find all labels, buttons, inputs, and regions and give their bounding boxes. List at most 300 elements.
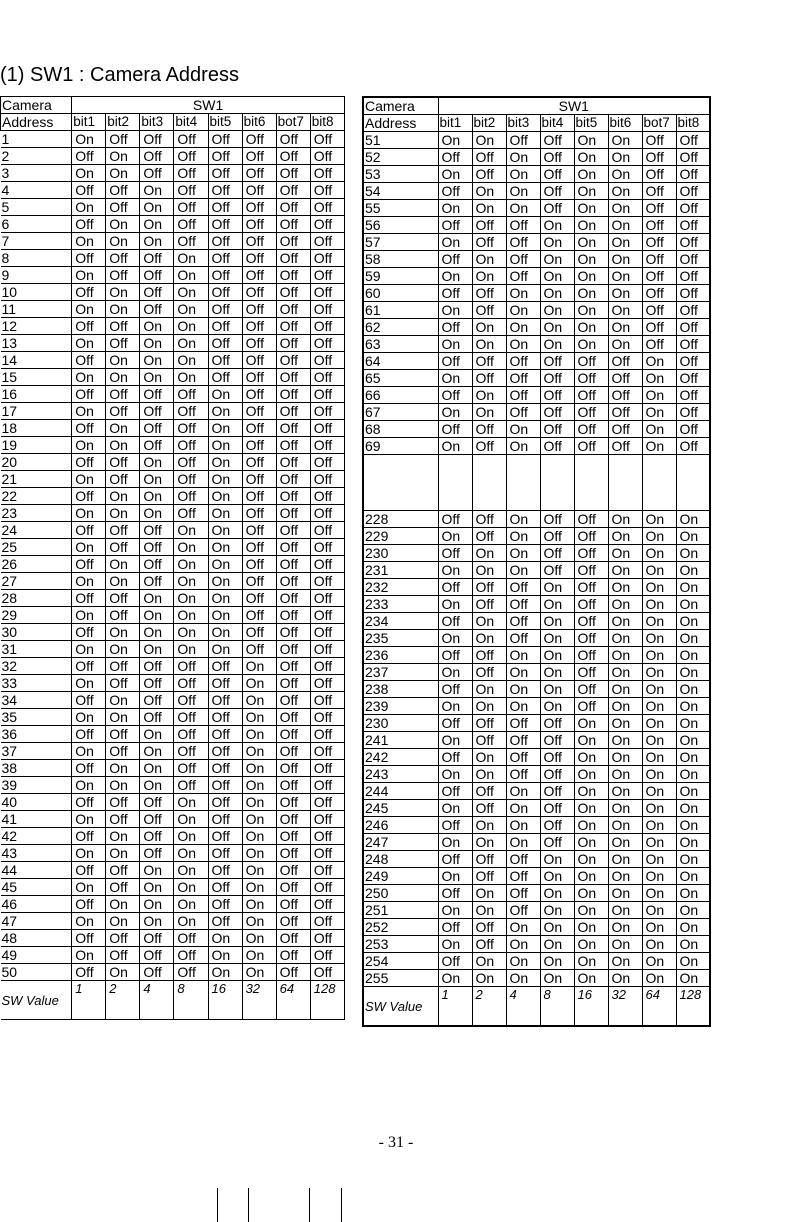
switch-state-cell: Off — [540, 749, 574, 766]
switch-state-cell: Off — [242, 199, 276, 216]
switch-state-cell: Off — [608, 387, 642, 404]
switch-state-cell: Off — [276, 420, 310, 437]
switch-state-cell: On — [472, 387, 506, 404]
switch-state-cell: Off — [242, 369, 276, 386]
switch-state-cell: On — [242, 879, 276, 896]
switch-state-cell: Off — [72, 624, 106, 641]
table-row — [1, 369, 345, 386]
table-row — [1, 964, 345, 981]
switch-state-cell: On — [608, 749, 642, 766]
switch-state-cell: On — [642, 834, 676, 851]
switch-state-cell: Off — [676, 149, 710, 166]
switch-state-cell: On — [608, 285, 642, 302]
switch-state-cell: Off — [540, 370, 574, 387]
switch-state-cell: Off — [310, 930, 344, 947]
switch-state-cell: Off — [140, 709, 174, 726]
switch-state-cell: On — [608, 885, 642, 902]
right-address-table — [362, 96, 711, 1027]
switch-state-cell: On — [72, 743, 106, 760]
switch-state-cell: Off — [642, 234, 676, 251]
switch-state-cell: Off — [276, 692, 310, 709]
switch-state-cell: On — [174, 794, 208, 811]
switch-state-cell: On — [608, 183, 642, 200]
switch-state-cell: Off — [472, 732, 506, 749]
switch-state-cell: On — [642, 579, 676, 596]
table-row — [363, 200, 710, 217]
switch-state-cell: Off — [276, 590, 310, 607]
switch-state-cell: Off — [438, 885, 472, 902]
switch-state-cell: Off — [174, 658, 208, 675]
switch-state-cell: Off — [276, 539, 310, 556]
switch-state-cell: Off — [472, 353, 506, 370]
switch-state-cell: On — [140, 879, 174, 896]
sw-value-cell: 128 — [676, 987, 710, 1027]
switch-state-cell: Off — [242, 386, 276, 403]
switch-state-cell: On — [174, 352, 208, 369]
table-row — [1, 488, 345, 505]
switch-state-cell: Off — [472, 166, 506, 183]
table-row — [363, 234, 710, 251]
switch-state-cell: On — [676, 562, 710, 579]
switch-state-cell: On — [174, 573, 208, 590]
switch-state-cell: On — [174, 556, 208, 573]
switch-state-cell: Off — [140, 403, 174, 420]
switch-state-cell: Off — [174, 386, 208, 403]
switch-state-cell: On — [608, 851, 642, 868]
camera-address-cell: 38 — [1, 760, 72, 777]
camera-address-cell: 44 — [1, 862, 72, 879]
switch-state-cell: On — [506, 528, 540, 545]
switch-state-cell: On — [676, 647, 710, 664]
switch-state-cell: Off — [472, 647, 506, 664]
camera-address-cell: 30 — [1, 624, 72, 641]
switch-state-cell: Off — [140, 828, 174, 845]
switch-state-cell: On — [438, 200, 472, 217]
switch-state-cell: On — [438, 800, 472, 817]
switch-state-cell: Off — [472, 438, 506, 455]
switch-state-cell: Off — [642, 132, 676, 149]
switch-state-cell: On — [140, 862, 174, 879]
switch-state-cell: Off — [72, 420, 106, 437]
switch-state-cell: Off — [208, 658, 242, 675]
switch-state-cell: Off — [106, 794, 140, 811]
switch-state-cell: Off — [310, 369, 344, 386]
switch-state-cell: Off — [574, 562, 608, 579]
switch-state-cell: On — [574, 919, 608, 936]
switch-state-cell: On — [106, 777, 140, 794]
switch-state-cell: On — [676, 528, 710, 545]
switch-state-cell: Off — [438, 613, 472, 630]
switch-state-cell: On — [140, 454, 174, 471]
switch-state-cell: On — [540, 251, 574, 268]
switch-state-cell: Off — [574, 528, 608, 545]
switch-state-cell: On — [140, 726, 174, 743]
sw-value-cell: 8 — [540, 987, 574, 1027]
camera-address-cell: 11 — [1, 301, 72, 318]
switch-state-cell: Off — [276, 743, 310, 760]
switch-state-cell: On — [574, 834, 608, 851]
switch-state-cell: On — [676, 783, 710, 800]
switch-state-cell: Off — [438, 545, 472, 562]
sw-value-cell: 2 — [106, 981, 140, 1020]
switch-state-cell: On — [438, 166, 472, 183]
switch-state-cell: Off — [140, 539, 174, 556]
switch-state-cell: On — [140, 199, 174, 216]
switch-state-cell: Off — [276, 148, 310, 165]
switch-state-cell: On — [438, 234, 472, 251]
camera-address-cell: 49 — [1, 947, 72, 964]
sw-value-cell: 32 — [608, 987, 642, 1027]
switch-state-cell: Off — [310, 794, 344, 811]
switch-state-cell: On — [608, 783, 642, 800]
switch-state-cell: Off — [310, 216, 344, 233]
switch-state-cell: On — [608, 217, 642, 234]
switch-state-cell: Off — [438, 647, 472, 664]
switch-state-cell: Off — [276, 386, 310, 403]
table-row — [363, 336, 710, 353]
switch-state-cell: Off — [72, 522, 106, 539]
switch-state-cell: On — [72, 471, 106, 488]
switch-state-cell: Off — [174, 420, 208, 437]
switch-state-cell: Off — [676, 183, 710, 200]
switch-state-cell: Off — [276, 199, 310, 216]
camera-header: Camera — [1, 97, 72, 114]
switch-state-cell: Off — [140, 522, 174, 539]
switch-state-cell: Off — [72, 964, 106, 981]
switch-state-cell: Off — [72, 760, 106, 777]
switch-state-cell: On — [106, 148, 140, 165]
switch-state-cell: On — [140, 913, 174, 930]
switch-state-cell: On — [242, 709, 276, 726]
switch-state-cell: Off — [276, 556, 310, 573]
switch-state-cell: Off — [242, 267, 276, 284]
switch-state-cell: On — [676, 834, 710, 851]
switch-state-cell: Off — [438, 183, 472, 200]
switch-state-cell: Off — [276, 862, 310, 879]
switch-state-cell: Off — [472, 851, 506, 868]
switch-state-cell: On — [506, 319, 540, 336]
switch-state-cell: Off — [676, 370, 710, 387]
switch-state-cell: On — [608, 149, 642, 166]
switch-state-cell: Off — [608, 438, 642, 455]
switch-state-cell: On — [608, 596, 642, 613]
camera-address-cell: 35 — [1, 709, 72, 726]
switch-state-cell: Off — [174, 199, 208, 216]
switch-state-cell: On — [676, 953, 710, 970]
switch-state-cell: On — [506, 302, 540, 319]
switch-state-cell: On — [676, 817, 710, 834]
switch-state-cell: Off — [574, 596, 608, 613]
switch-state-cell: On — [106, 505, 140, 522]
switch-state-cell: Off — [106, 539, 140, 556]
camera-address-cell: 47 — [1, 913, 72, 930]
switch-state-cell: On — [642, 438, 676, 455]
switch-state-cell: On — [208, 420, 242, 437]
switch-state-cell: Off — [242, 522, 276, 539]
switch-state-cell: On — [642, 421, 676, 438]
switch-state-cell: On — [72, 777, 106, 794]
switch-state-cell: Off — [276, 165, 310, 182]
switch-state-cell: On — [608, 319, 642, 336]
switch-state-cell: On — [106, 369, 140, 386]
switch-state-cell: On — [472, 698, 506, 715]
bit-header: bot7 — [276, 114, 310, 131]
switch-state-cell: Off — [72, 454, 106, 471]
switch-state-cell: Off — [608, 421, 642, 438]
switch-state-cell: On — [106, 301, 140, 318]
omitted-rows-gap — [363, 455, 710, 511]
switch-state-cell: On — [208, 590, 242, 607]
switch-state-cell: Off — [72, 828, 106, 845]
switch-state-cell: Off — [208, 913, 242, 930]
switch-state-cell: Off — [174, 165, 208, 182]
switch-state-cell: On — [174, 318, 208, 335]
table-row — [1, 301, 345, 318]
switch-state-cell: Off — [242, 573, 276, 590]
switch-state-cell: Off — [438, 511, 472, 528]
switch-state-cell: On — [242, 913, 276, 930]
switch-state-cell: On — [72, 335, 106, 352]
switch-state-cell: Off — [438, 285, 472, 302]
switch-state-cell: On — [506, 200, 540, 217]
switch-state-cell: Off — [438, 783, 472, 800]
camera-address-cell: 56 — [363, 217, 438, 234]
switch-state-cell: Off — [276, 369, 310, 386]
switch-state-cell: Off — [472, 149, 506, 166]
switch-state-cell: On — [106, 692, 140, 709]
switch-state-cell: Off — [106, 199, 140, 216]
switch-state-cell: On — [540, 885, 574, 902]
switch-state-cell: On — [608, 868, 642, 885]
switch-state-cell: On — [140, 369, 174, 386]
switch-state-cell: On — [242, 743, 276, 760]
switch-state-cell: On — [608, 630, 642, 647]
switch-state-cell: On — [438, 562, 472, 579]
camera-address-cell: 236 — [363, 647, 438, 664]
switch-state-cell: On — [472, 404, 506, 421]
bit-header: bit3 — [506, 115, 540, 132]
switch-state-cell: On — [574, 319, 608, 336]
switch-state-cell: On — [106, 233, 140, 250]
table-row — [1, 454, 345, 471]
switch-state-cell: Off — [676, 404, 710, 421]
table-row — [1, 947, 345, 964]
switch-state-cell: On — [676, 749, 710, 766]
switch-state-cell: Off — [208, 845, 242, 862]
switch-state-cell: On — [506, 698, 540, 715]
switch-state-cell: On — [174, 267, 208, 284]
table-row — [363, 596, 710, 613]
switch-state-cell: Off — [174, 930, 208, 947]
switch-state-cell: On — [140, 318, 174, 335]
switch-state-cell: Off — [676, 251, 710, 268]
table-row — [363, 302, 710, 319]
switch-state-cell: Off — [276, 828, 310, 845]
switch-state-cell: On — [242, 726, 276, 743]
switch-state-cell: Off — [106, 607, 140, 624]
switch-state-cell: On — [140, 182, 174, 199]
address-header: Address — [363, 115, 438, 132]
switch-state-cell: Off — [276, 318, 310, 335]
camera-address-cell: 54 — [363, 183, 438, 200]
switch-state-cell: On — [642, 749, 676, 766]
switch-state-cell: Off — [242, 131, 276, 148]
switch-state-cell: Off — [310, 743, 344, 760]
switch-state-cell: Off — [506, 387, 540, 404]
switch-state-cell: On — [472, 681, 506, 698]
camera-address-cell: 14 — [1, 352, 72, 369]
table-row — [363, 149, 710, 166]
switch-state-cell: On — [438, 630, 472, 647]
switch-state-cell: Off — [208, 760, 242, 777]
switch-state-cell: Off — [540, 183, 574, 200]
switch-state-cell: Off — [472, 596, 506, 613]
switch-state-cell: On — [676, 545, 710, 562]
switch-state-cell: Off — [276, 641, 310, 658]
switch-state-cell: On — [208, 522, 242, 539]
switch-state-cell: Off — [310, 896, 344, 913]
switch-state-cell: Off — [276, 658, 310, 675]
table-row — [1, 216, 345, 233]
table-row — [1, 913, 345, 930]
bit-header: bit5 — [574, 115, 608, 132]
table-row — [363, 970, 710, 987]
bit-header: bit6 — [242, 114, 276, 131]
switch-state-cell: Off — [140, 420, 174, 437]
table-row — [363, 630, 710, 647]
switch-state-cell: On — [574, 268, 608, 285]
switch-state-cell: On — [72, 199, 106, 216]
switch-state-cell: Off — [140, 148, 174, 165]
switch-state-cell: Off — [310, 267, 344, 284]
switch-state-cell: Off — [276, 437, 310, 454]
switch-state-cell: On — [438, 404, 472, 421]
switch-state-cell: On — [140, 777, 174, 794]
switch-state-cell: On — [72, 131, 106, 148]
switch-state-cell: Off — [174, 675, 208, 692]
table-row — [363, 664, 710, 681]
camera-address-cell: 53 — [363, 166, 438, 183]
table-row — [1, 743, 345, 760]
switch-state-cell: Off — [574, 613, 608, 630]
switch-state-cell: On — [208, 437, 242, 454]
switch-state-cell: Off — [208, 369, 242, 386]
table-row — [1, 811, 345, 828]
switch-state-cell: Off — [106, 182, 140, 199]
switch-state-cell: On — [106, 420, 140, 437]
table-row — [1, 845, 345, 862]
switch-state-cell: On — [574, 183, 608, 200]
switch-state-cell: Off — [72, 930, 106, 947]
switch-state-cell: On — [174, 522, 208, 539]
switch-state-cell: On — [540, 970, 574, 987]
switch-state-cell: On — [608, 200, 642, 217]
switch-state-cell: Off — [242, 590, 276, 607]
switch-state-cell: Off — [540, 562, 574, 579]
switch-state-cell: Off — [676, 217, 710, 234]
switch-state-cell: Off — [506, 766, 540, 783]
table-row — [363, 404, 710, 421]
switch-state-cell: On — [642, 902, 676, 919]
switch-state-cell: Off — [276, 250, 310, 267]
switch-state-cell: On — [642, 511, 676, 528]
switch-state-cell: On — [574, 217, 608, 234]
switch-state-cell: Off — [506, 613, 540, 630]
switch-state-cell: On — [676, 851, 710, 868]
switch-state-cell: Off — [174, 148, 208, 165]
switch-state-cell: Off — [208, 301, 242, 318]
switch-state-cell: On — [208, 964, 242, 981]
switch-state-cell: On — [106, 845, 140, 862]
switch-state-cell: Off — [276, 624, 310, 641]
switch-state-cell: Off — [174, 182, 208, 199]
switch-state-cell: Off — [72, 692, 106, 709]
switch-state-cell: On — [242, 760, 276, 777]
switch-state-cell: On — [642, 970, 676, 987]
table-row — [1, 556, 345, 573]
switch-state-cell: Off — [472, 664, 506, 681]
switch-state-cell: On — [174, 862, 208, 879]
switch-state-cell: On — [574, 200, 608, 217]
switch-state-cell: On — [642, 715, 676, 732]
switch-state-cell: Off — [676, 387, 710, 404]
switch-state-cell: On — [242, 811, 276, 828]
switch-state-cell: On — [608, 511, 642, 528]
switch-state-cell: Off — [540, 200, 574, 217]
switch-state-cell: On — [174, 539, 208, 556]
switch-state-cell: Off — [472, 217, 506, 234]
switch-state-cell: Off — [540, 132, 574, 149]
switch-state-cell: Off — [242, 335, 276, 352]
table-row — [363, 562, 710, 579]
table-row — [1, 794, 345, 811]
switch-state-cell: On — [540, 579, 574, 596]
switch-state-cell: On — [242, 930, 276, 947]
switch-state-cell: Off — [310, 760, 344, 777]
switch-state-cell: On — [574, 817, 608, 834]
switch-state-cell: On — [608, 336, 642, 353]
switch-state-cell: Off — [472, 919, 506, 936]
switch-state-cell: Off — [242, 505, 276, 522]
switch-state-cell: On — [72, 539, 106, 556]
switch-state-cell: Off — [140, 165, 174, 182]
camera-address-cell: 66 — [363, 387, 438, 404]
camera-address-cell: 247 — [363, 834, 438, 851]
switch-state-cell: Off — [676, 132, 710, 149]
switch-state-cell: On — [676, 800, 710, 817]
switch-state-cell: Off — [208, 709, 242, 726]
table-row — [363, 268, 710, 285]
switch-state-cell: On — [676, 715, 710, 732]
switch-state-cell: Off — [438, 749, 472, 766]
switch-state-cell: Off — [506, 353, 540, 370]
switch-state-cell: On — [608, 732, 642, 749]
switch-state-cell: On — [174, 845, 208, 862]
switch-state-cell: Off — [208, 318, 242, 335]
camera-address-cell: 64 — [363, 353, 438, 370]
switch-state-cell: On — [106, 573, 140, 590]
switch-state-cell: Off — [608, 404, 642, 421]
switch-state-cell: On — [676, 732, 710, 749]
switch-state-cell: On — [608, 902, 642, 919]
switch-state-cell: On — [608, 834, 642, 851]
switch-state-cell: On — [106, 352, 140, 369]
switch-state-cell: Off — [242, 420, 276, 437]
camera-address-cell: 8 — [1, 250, 72, 267]
switch-state-cell: Off — [72, 250, 106, 267]
switch-state-cell: On — [540, 285, 574, 302]
camera-address-cell: 36 — [1, 726, 72, 743]
